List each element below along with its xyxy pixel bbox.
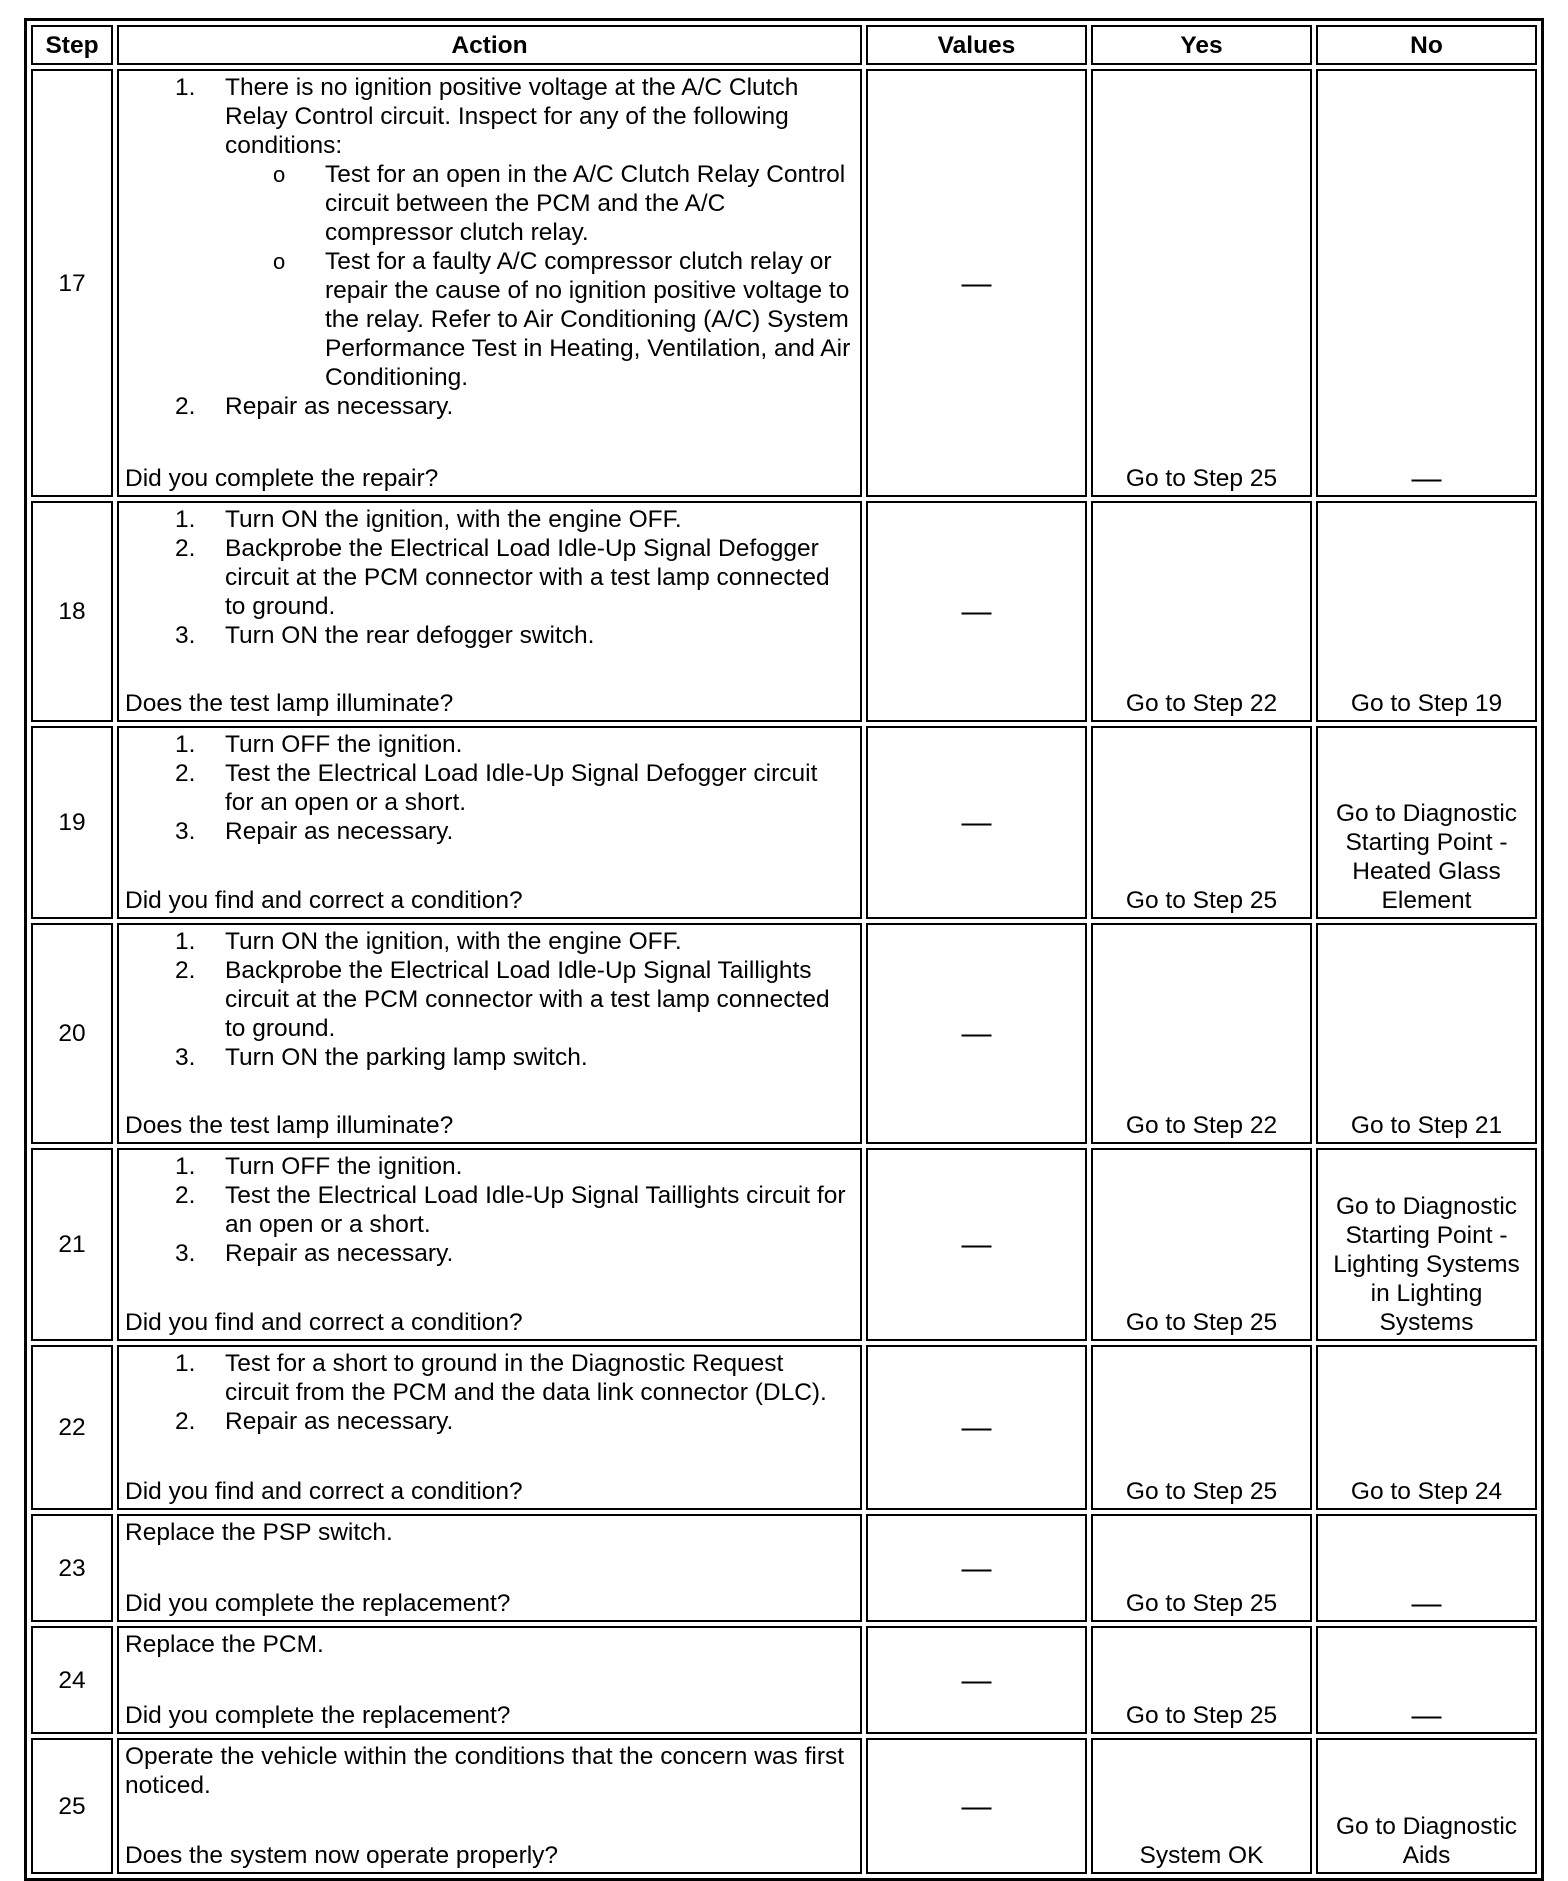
yes-cell: Go to Step 25 xyxy=(1091,1345,1312,1510)
sub-list-item xyxy=(225,247,852,392)
question: Did you find and correct a condition? xyxy=(125,887,523,914)
no-cell: — xyxy=(1316,69,1537,497)
action-cell xyxy=(117,501,862,722)
question: Did you complete the replacement? xyxy=(125,1590,511,1617)
list-number: 1. xyxy=(175,928,196,955)
table-row xyxy=(31,1514,1537,1622)
list-item xyxy=(125,759,852,817)
step-number: 17 xyxy=(31,69,113,497)
question: Did you find and correct a condition? xyxy=(125,1478,523,1505)
action-cell xyxy=(117,1626,862,1734)
list-text: Repair as necessary. xyxy=(225,393,454,420)
bullet: o xyxy=(273,249,286,274)
list-item xyxy=(125,1239,852,1268)
list-number: 3. xyxy=(175,622,196,649)
yes-cell: System OK xyxy=(1091,1738,1312,1874)
list-text: Backprobe the Electrical Load Idle-Up Signal Defogger circuit at the PCM connector with a test lamp connected to ground. xyxy=(225,535,830,620)
values-cell: — xyxy=(866,1738,1087,1874)
yes-cell: Go to Step 25 xyxy=(1091,1148,1312,1341)
question: Did you complete the replacement? xyxy=(125,1702,511,1729)
list-number: 2. xyxy=(175,1182,196,1209)
list-item xyxy=(125,392,852,421)
action-cell xyxy=(117,1148,862,1341)
sub-list-text: Test for a faulty A/C compressor clutch relay or repair the cause of no ignition positive voltage to the relay. Refer to Air Conditioning (A/C) System Performance Test in Heating, Ventilation, and Air Conditioning. xyxy=(325,248,851,391)
diagnostic-table xyxy=(24,18,1544,1881)
action-text: Replace the PCM. xyxy=(125,1631,324,1658)
list-text: Turn ON the ignition, with the engine OFF. xyxy=(225,506,682,533)
list-item xyxy=(125,505,852,534)
table-row xyxy=(31,1148,1537,1341)
action-steps xyxy=(125,73,852,421)
header-yes: Yes xyxy=(1091,25,1312,65)
list-item xyxy=(125,817,852,846)
list-number: 2. xyxy=(175,957,196,984)
action-cell xyxy=(117,923,862,1144)
question: Does the test lamp illuminate? xyxy=(125,1112,454,1139)
list-item xyxy=(125,1407,852,1436)
no-cell: Go to Diagnostic Starting Point - Lighting Systems in Lighting Systems xyxy=(1316,1148,1537,1341)
step-number: 21 xyxy=(31,1148,113,1341)
no-cell: — xyxy=(1316,1514,1537,1622)
header-row xyxy=(31,25,1537,65)
action-cell xyxy=(117,726,862,919)
yes-cell: Go to Step 22 xyxy=(1091,923,1312,1144)
action-steps xyxy=(125,1152,852,1268)
list-text: Repair as necessary. xyxy=(225,1240,454,1267)
table-row xyxy=(31,1345,1537,1510)
step-number: 25 xyxy=(31,1738,113,1874)
question: Did you complete the repair? xyxy=(125,465,439,492)
step-number: 24 xyxy=(31,1626,113,1734)
list-number: 1. xyxy=(175,1350,196,1377)
table-row xyxy=(31,1626,1537,1734)
list-text: Turn ON the ignition, with the engine OFF. xyxy=(225,928,682,955)
values-cell: — xyxy=(866,923,1087,1144)
list-item xyxy=(125,1043,852,1072)
sub-steps xyxy=(225,160,852,392)
list-number: 2. xyxy=(175,1408,196,1435)
action-cell xyxy=(117,1738,862,1874)
values-cell: — xyxy=(866,1345,1087,1510)
list-text: Test the Electrical Load Idle-Up Signal Defogger circuit for an open or a short. xyxy=(225,760,818,816)
list-text: Repair as necessary. xyxy=(225,818,454,845)
list-number: 1. xyxy=(175,506,196,533)
header-step: Step xyxy=(31,25,113,65)
yes-cell: Go to Step 25 xyxy=(1091,1626,1312,1734)
list-item xyxy=(125,73,852,392)
yes-cell: Go to Step 25 xyxy=(1091,1514,1312,1622)
list-number: 1. xyxy=(175,1153,196,1180)
no-cell: Go to Step 24 xyxy=(1316,1345,1537,1510)
table-row xyxy=(31,923,1537,1144)
list-item xyxy=(125,730,852,759)
header-no: No xyxy=(1316,25,1537,65)
list-text: Test the Electrical Load Idle-Up Signal Taillights circuit for an open or a short. xyxy=(225,1182,846,1238)
table-row xyxy=(31,501,1537,722)
list-number: 1. xyxy=(175,731,196,758)
header-action: Action xyxy=(117,25,862,65)
question: Did you find and correct a condition? xyxy=(125,1309,523,1336)
header-values: Values xyxy=(866,25,1087,65)
step-number: 19 xyxy=(31,726,113,919)
values-cell: — xyxy=(866,726,1087,919)
bullet: o xyxy=(273,162,286,187)
values-cell: — xyxy=(866,1148,1087,1341)
question: Does the test lamp illuminate? xyxy=(125,690,454,717)
yes-cell: Go to Step 25 xyxy=(1091,726,1312,919)
list-number: 3. xyxy=(175,1240,196,1267)
list-item xyxy=(125,1349,852,1407)
step-number: 23 xyxy=(31,1514,113,1622)
list-text: There is no ignition positive voltage at the A/C Clutch Relay Control circuit. Inspect for any of the following conditions: xyxy=(225,74,799,159)
values-cell: — xyxy=(866,1514,1087,1622)
values-cell: — xyxy=(866,1626,1087,1734)
yes-cell: Go to Step 25 xyxy=(1091,69,1312,497)
list-text: Turn OFF the ignition. xyxy=(225,731,463,758)
list-text: Turn OFF the ignition. xyxy=(225,1153,463,1180)
list-number: 2. xyxy=(175,393,196,420)
list-text: Turn ON the rear defogger switch. xyxy=(225,622,595,649)
list-number: 1. xyxy=(175,74,196,101)
action-steps xyxy=(125,927,852,1072)
list-number: 2. xyxy=(175,535,196,562)
no-cell: — xyxy=(1316,1626,1537,1734)
table-row xyxy=(31,69,1537,497)
list-item xyxy=(125,621,852,650)
list-text: Turn ON the parking lamp switch. xyxy=(225,1044,588,1071)
list-item xyxy=(125,1152,852,1181)
action-text: Replace the PSP switch. xyxy=(125,1519,393,1546)
action-cell xyxy=(117,1514,862,1622)
action-steps xyxy=(125,1349,852,1436)
list-item xyxy=(125,927,852,956)
step-number: 22 xyxy=(31,1345,113,1510)
step-number: 20 xyxy=(31,923,113,1144)
table-row xyxy=(31,1738,1537,1874)
no-cell: Go to Step 21 xyxy=(1316,923,1537,1144)
list-number: 2. xyxy=(175,760,196,787)
list-item xyxy=(125,1181,852,1239)
no-cell: Go to Step 19 xyxy=(1316,501,1537,722)
values-cell: — xyxy=(866,501,1087,722)
sub-list-text: Test for an open in the A/C Clutch Relay Control circuit between the PCM and the A/C compressor clutch relay. xyxy=(325,161,846,246)
sub-list-item xyxy=(225,160,852,247)
question: Does the system now operate properly? xyxy=(125,1842,559,1869)
no-cell: Go to Diagnostic Starting Point - Heated Glass Element xyxy=(1316,726,1537,919)
list-item xyxy=(125,956,852,1043)
action-cell xyxy=(117,1345,862,1510)
list-number: 3. xyxy=(175,818,196,845)
table-row xyxy=(31,726,1537,919)
list-text: Test for a short to ground in the Diagnostic Request circuit from the PCM and the data link connector (DLC). xyxy=(225,1350,827,1406)
no-cell: Go to Diagnostic Aids xyxy=(1316,1738,1537,1874)
action-steps xyxy=(125,505,852,650)
list-item xyxy=(125,534,852,621)
list-text: Backprobe the Electrical Load Idle-Up Signal Taillights circuit at the PCM connector with a test lamp connected to ground. xyxy=(225,957,830,1042)
list-text: Repair as necessary. xyxy=(225,1408,454,1435)
values-cell: — xyxy=(866,69,1087,497)
yes-cell: Go to Step 22 xyxy=(1091,501,1312,722)
action-cell xyxy=(117,69,862,497)
step-number: 18 xyxy=(31,501,113,722)
action-steps xyxy=(125,730,852,846)
action-text: Operate the vehicle within the conditions that the concern was first noticed. xyxy=(125,1743,845,1799)
list-number: 3. xyxy=(175,1044,196,1071)
